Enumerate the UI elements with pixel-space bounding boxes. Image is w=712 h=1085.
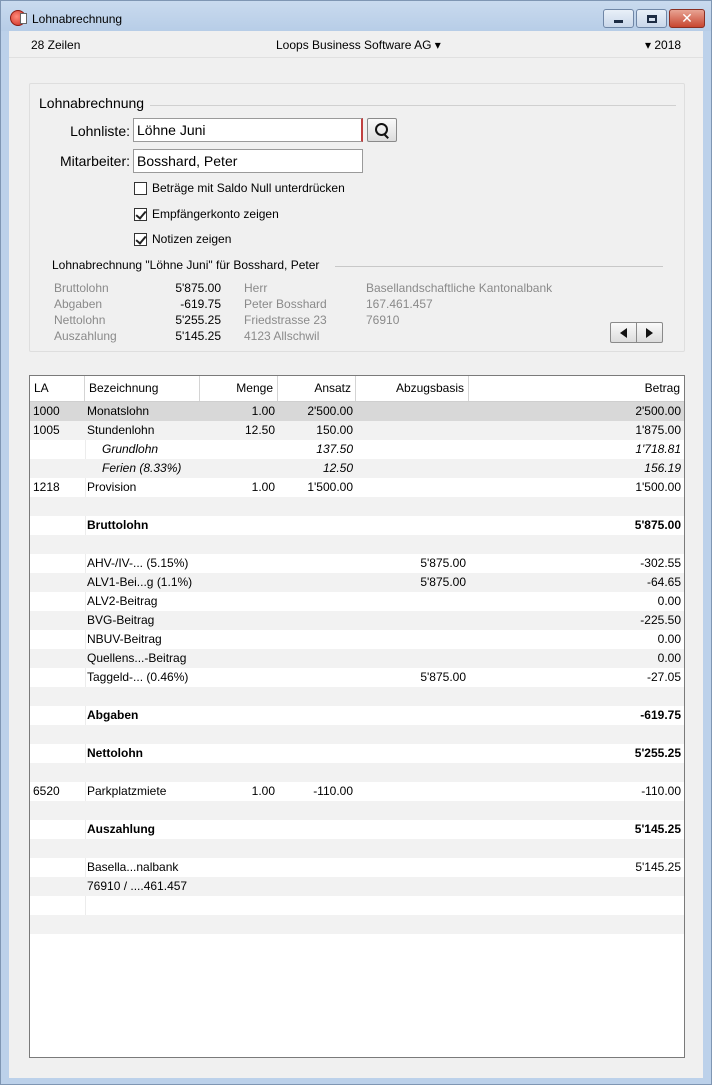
cell-la [33,687,83,706]
cell-la [33,877,83,896]
cell-ansatz [280,535,353,554]
cell-abzugsbasis: 5'875.00 [420,670,466,684]
cell-abzugsbasis [360,516,466,535]
cell-betrag [470,725,681,744]
table-row[interactable] [30,820,684,839]
cell-menge [200,858,275,877]
cell-la [33,516,83,535]
cell-bezeichnung: Provision [87,480,137,494]
maximize-icon [647,15,657,23]
window-content [9,31,703,1078]
cell-la [33,820,83,839]
table-row[interactable] [30,649,684,668]
payroll-table[interactable] [29,375,685,1058]
cell-menge [200,649,275,668]
summary-label: Nettolohn [54,313,106,327]
cell-betrag: 0.00 [657,594,681,608]
cell-menge [200,896,275,915]
cell-menge [200,801,275,820]
cell-la [33,649,83,668]
cell-abzugsbasis [360,839,466,858]
cell-la: 6520 [33,784,60,798]
cell-ansatz [280,554,353,573]
cell-betrag: 5'255.25 [634,746,681,760]
summary-label: Abgaben [54,297,103,311]
arrow-right-icon [646,328,653,338]
cell-la [33,497,83,516]
address-line: Herr [244,281,268,295]
cell-bezeichnung: Stundenlohn [87,423,155,437]
cell-ansatz [280,801,353,820]
cell-menge [200,516,275,535]
cell-menge [200,554,275,573]
address-line: 4123 Allschwil [244,329,320,343]
cell-bezeichnung: Parkplatzmiete [87,784,167,798]
cell-ansatz [280,516,353,535]
cell-ansatz [280,725,353,744]
cell-ansatz [280,668,353,687]
cell-ansatz [280,858,353,877]
table-row[interactable] [30,497,684,516]
checkbox-show-notes[interactable] [134,231,231,247]
cell-la [33,440,83,459]
cell-la [33,801,83,820]
maximize-button[interactable] [636,9,667,28]
cell-ansatz: 1'500.00 [307,480,353,494]
summary-label: Auszahlung [54,329,117,343]
record-navigator [610,322,663,343]
group-title: Lohnabrechnung [39,95,145,111]
cell-ansatz [280,896,353,915]
cell-betrag: 1'500.00 [635,480,681,494]
cell-betrag: 2'500.00 [635,404,681,418]
checkbox-box[interactable] [134,182,147,195]
cell-menge [200,820,275,839]
cell-bezeichnung: AHV-/IV-... (5.15%) [87,556,189,570]
cell-betrag: 5'875.00 [634,518,681,532]
column-header-betrag[interactable]: Betrag [644,381,680,395]
table-row[interactable] [30,478,684,497]
summary-label: Bruttolohn [54,281,109,295]
cell-bezeichnung: Bruttolohn [87,518,149,532]
cell-betrag [470,801,681,820]
cell-la: 1005 [33,423,60,437]
cell-bezeichnung: Basella...nalbank [87,860,179,874]
checkbox-suppress-zero[interactable] [134,180,345,196]
row-count: 28 Zeilen [31,38,81,52]
cell-abzugsbasis [360,801,466,820]
cell-menge [200,630,275,649]
cell-betrag [470,763,681,782]
cell-betrag [470,915,681,934]
summary-value: 5'875.00 [175,281,221,295]
cell-abzugsbasis [360,478,466,497]
cell-bezeichnung: Monatslohn [87,404,150,418]
cell-ansatz [280,497,353,516]
cell-la [33,744,83,763]
cell-betrag [470,497,681,516]
cell-menge [200,687,275,706]
cell-la [33,725,83,744]
cell-abzugsbasis [360,421,466,440]
cell-la [33,763,83,782]
cell-bezeichnung: ALV1-Bei...g (1.1%) [87,575,193,589]
checkbox-label: Beträge mit Saldo Null unterdrücken [152,181,345,195]
cell-bezeichnung: NBUV-Beitrag [87,632,162,646]
minimize-icon [614,20,623,23]
table-body [30,402,684,934]
cell-bezeichnung: Nettolohn [87,746,143,760]
cell-menge [200,839,275,858]
cell-ansatz [280,820,353,839]
table-row[interactable] [30,725,684,744]
address-line: Friedstrasse 23 [244,313,327,327]
cell-bezeichnung: BVG-Beitrag [87,613,155,627]
table-row[interactable] [30,554,684,573]
cell-abzugsbasis [360,402,466,421]
bank-line: 167.461.457 [366,297,433,311]
cell-abzugsbasis [360,915,466,934]
cell-ansatz [280,687,353,706]
table-row[interactable] [30,763,684,782]
cell-betrag: 0.00 [657,632,681,646]
cell-abzugsbasis: 5'875.00 [420,556,466,570]
cell-ansatz: 2'500.00 [307,404,353,418]
cell-la [33,915,83,934]
cell-la: 1000 [33,404,60,418]
summary-title: Lohnabrechnung "Löhne Juni" für Bosshard, Peter [52,258,320,272]
bank-line: Basellandschaftliche Kantonalbank [366,281,553,295]
cell-abzugsbasis [360,877,466,896]
cell-ansatz [280,573,353,592]
cell-ansatz [280,611,353,630]
cell-abzugsbasis [360,820,466,839]
title-bar[interactable] [1,1,711,31]
cell-ansatz [280,706,353,725]
cell-betrag [470,535,681,554]
table-row[interactable] [30,516,684,535]
checkbox-box[interactable] [134,208,147,221]
cell-la: 1218 [33,480,60,494]
table-row[interactable] [30,896,684,915]
cell-menge [200,915,275,934]
cell-ansatz [280,839,353,858]
cell-ansatz [280,630,353,649]
address-line: Peter Bosshard [244,297,327,311]
cell-menge [200,763,275,782]
column-header-abzugsbasis[interactable]: Abzugsbasis [356,376,469,401]
cell-menge [200,497,275,516]
column-header-menge[interactable]: Menge [200,376,278,401]
table-row[interactable] [30,706,684,725]
table-row[interactable] [30,421,684,440]
checkbox-box[interactable] [134,233,147,246]
cell-betrag [470,839,681,858]
cell-bezeichnung: Quellens...-Beitrag [87,651,187,665]
cell-la [33,611,83,630]
cell-abzugsbasis [360,763,466,782]
minimize-button[interactable] [603,9,634,28]
cell-abzugsbasis [360,440,466,459]
cell-menge [200,459,275,478]
cell-ansatz [280,877,353,896]
cell-la [33,839,83,858]
cell-ansatz: 12.50 [322,461,353,475]
cell-abzugsbasis [360,630,466,649]
cell-betrag: -302.55 [640,556,681,570]
table-row[interactable] [30,402,684,421]
cell-menge: 12.50 [244,423,275,437]
search-icon [375,123,389,137]
cell-abzugsbasis [360,592,466,611]
cell-ansatz [280,763,353,782]
lohnliste-label: Lohnliste: [70,123,130,139]
column-header-ansatz[interactable]: Ansatz [278,376,356,401]
column-header-bezeichnung[interactable]: Bezeichnung [85,376,200,401]
company-selector[interactable]: Loops Business Software AG ▾ [276,38,441,52]
cell-betrag: 0.00 [657,651,681,665]
cell-menge [200,573,275,592]
cell-bezeichnung: Taggeld-... (0.46%) [87,670,189,684]
table-row[interactable] [30,858,684,877]
cell-ansatz: 137.50 [316,442,353,456]
next-button[interactable] [636,323,662,342]
cell-ansatz [280,649,353,668]
checkbox-label: Notizen zeigen [152,232,232,246]
lohnliste-input[interactable] [133,118,363,142]
table-row[interactable] [30,459,684,478]
summary-value: 5'145.25 [175,329,221,343]
cell-la [33,630,83,649]
table-row[interactable] [30,440,684,459]
checkbox-show-recipient[interactable] [134,206,279,222]
table-row[interactable] [30,668,684,687]
cell-abzugsbasis [360,535,466,554]
cell-menge: 1.00 [251,480,275,494]
close-button[interactable] [669,9,705,28]
column-header-la[interactable]: LA [30,376,85,401]
cell-betrag: 156.19 [644,461,681,475]
checkbox-label: Empfängerkonto zeigen [152,207,279,221]
table-row[interactable] [30,915,684,934]
cell-betrag: -619.75 [640,708,681,722]
cell-betrag: -225.50 [640,613,681,627]
group-divider [150,105,676,106]
cell-abzugsbasis [360,497,466,516]
cell-la [33,858,83,877]
cell-betrag: 1'718.81 [635,442,681,456]
cell-ansatz: -110.00 [313,784,353,798]
table-row[interactable] [30,744,684,763]
cell-la [33,592,83,611]
cell-bezeichnung: Ferien (8.33%) [102,461,182,475]
app-icon[interactable] [10,10,26,26]
table-row[interactable] [30,611,684,630]
table-row[interactable] [30,877,684,896]
cell-bezeichnung: ALV2-Beitrag [87,594,158,608]
cell-abzugsbasis [360,459,466,478]
search-button[interactable] [367,118,397,142]
cell-betrag: 1'875.00 [635,423,681,437]
table-row[interactable] [30,535,684,554]
cell-abzugsbasis [360,782,466,801]
table-row[interactable] [30,592,684,611]
cell-bezeichnung: Abgaben [87,708,139,722]
bank-line: 76910 [366,313,400,327]
cell-betrag [470,877,681,896]
cell-menge [200,668,275,687]
cell-betrag [470,896,681,915]
table-row[interactable] [30,839,684,858]
cell-betrag [470,687,681,706]
summary-value: -619.75 [180,297,221,311]
cell-menge [200,535,275,554]
cell-abzugsbasis [360,858,466,877]
summary-value: 5'255.25 [175,313,221,327]
mitarbeiter-label: Mitarbeiter: [59,153,130,169]
cell-abzugsbasis [360,611,466,630]
arrow-left-icon [620,328,627,338]
cell-betrag: -110.00 [641,784,681,798]
cell-ansatz [280,592,353,611]
settings-group [29,83,685,352]
cell-la [33,668,83,687]
cell-menge [200,440,275,459]
top-divider [9,57,703,58]
cell-abzugsbasis [360,744,466,763]
cell-menge [200,706,275,725]
cell-menge: 1.00 [251,784,275,798]
cell-menge [200,744,275,763]
cell-abzugsbasis [360,649,466,668]
year-selector[interactable]: ▾ 2018 [645,38,682,52]
cell-bezeichnung: Grundlohn [102,442,159,456]
cell-ansatz [280,915,353,934]
table-row[interactable] [30,630,684,649]
cell-la [33,896,83,915]
cell-betrag: -64.65 [646,575,681,589]
cell-betrag: -27.05 [646,670,681,684]
cell-ansatz: 150.00 [316,423,353,437]
close-icon: ✕ [681,10,693,27]
cell-betrag: 5'145.25 [634,822,681,836]
cell-menge [200,611,275,630]
cell-menge [200,877,275,896]
cell-la [33,554,83,573]
mitarbeiter-input[interactable] [133,149,363,173]
summary-divider [335,266,663,267]
cell-abzugsbasis: 5'875.00 [420,575,466,589]
table-row[interactable] [30,687,684,706]
cell-abzugsbasis [360,706,466,725]
cell-abzugsbasis [360,725,466,744]
table-row[interactable] [30,801,684,820]
cell-bezeichnung: 76910 / ....461.457 [87,879,188,893]
cell-menge [200,725,275,744]
cell-la [33,573,83,592]
cell-la [33,535,83,554]
cell-la [33,706,83,725]
table-row[interactable] [30,782,684,801]
previous-button[interactable] [611,323,636,342]
cell-menge: 1.00 [251,404,275,418]
table-row[interactable] [30,573,684,592]
window-title: Lohnabrechnung [32,12,123,26]
table-header [30,376,684,402]
cell-la [33,459,83,478]
cell-abzugsbasis [360,687,466,706]
cell-ansatz [280,744,353,763]
cell-bezeichnung: Auszahlung [87,822,155,836]
cell-abzugsbasis [360,896,466,915]
cell-betrag: 5'145.25 [635,860,681,874]
top-bar [9,31,703,57]
cell-menge [200,592,275,611]
